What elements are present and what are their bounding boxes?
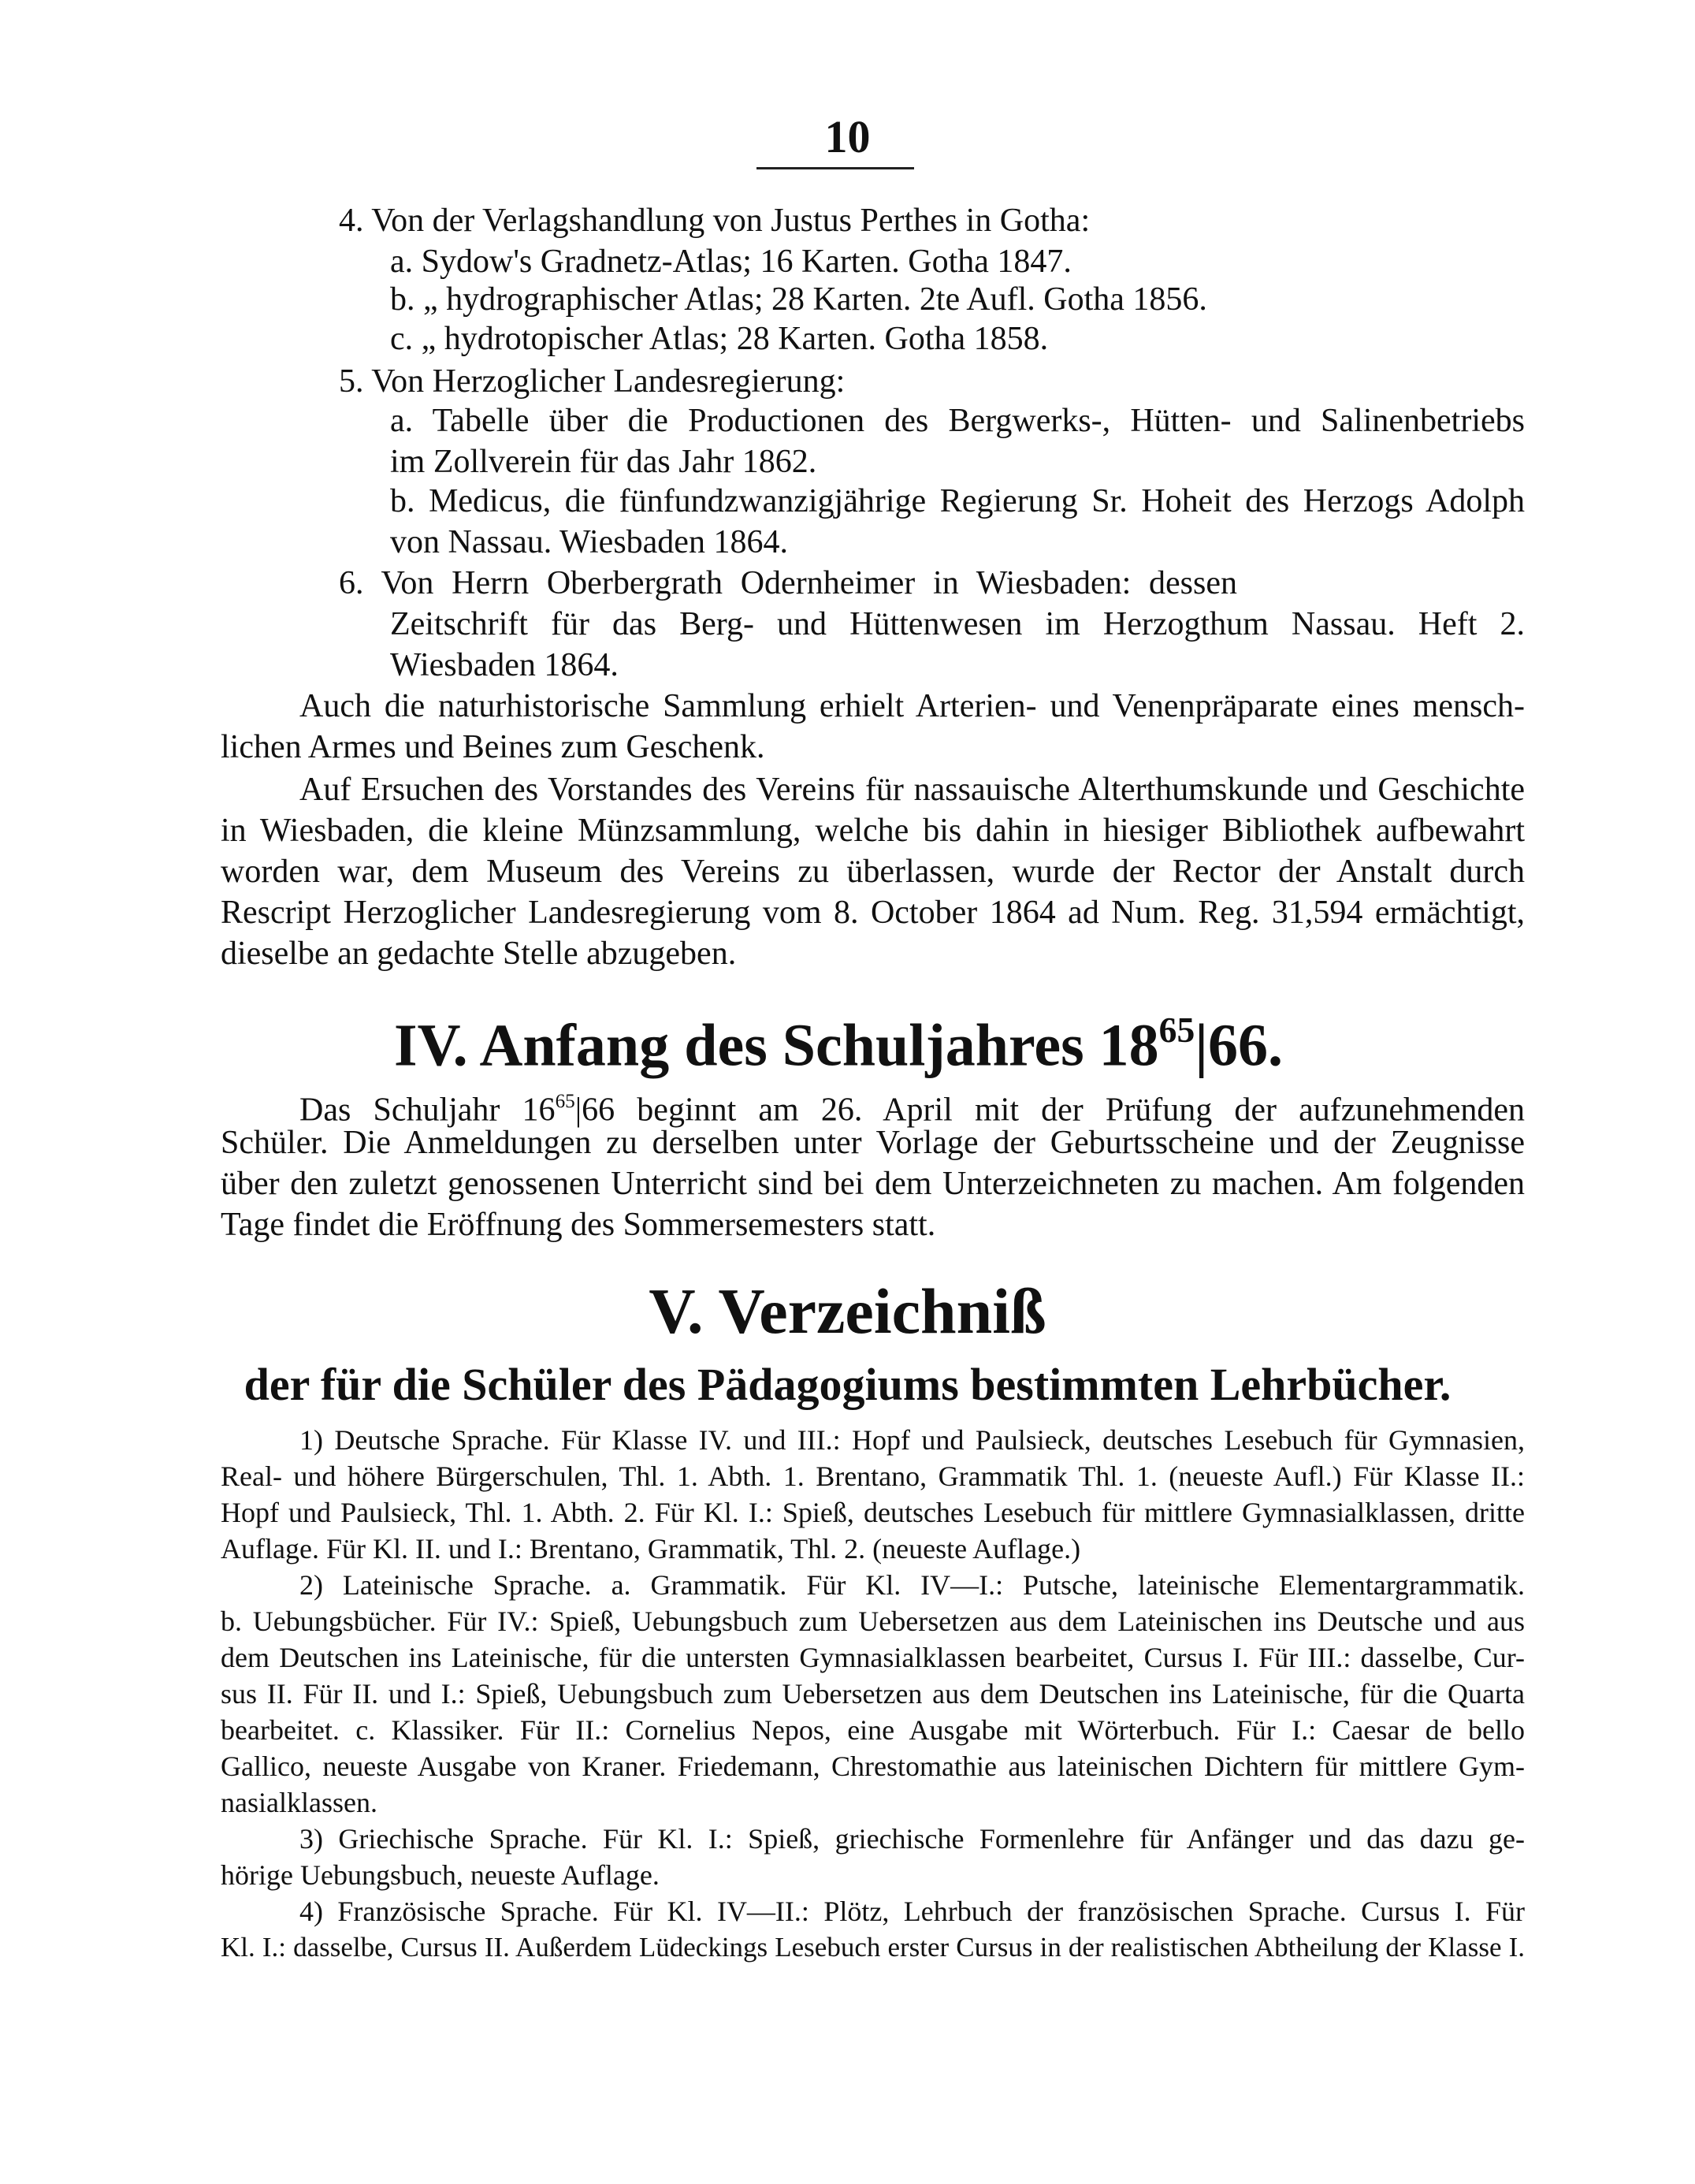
books-line7: dem Deutschen ins Lateinische, für die untersten Gymnasialklassen bearbeitet, Cursus I. Für III.: dasselbe, Cur- (221, 1642, 1525, 1673)
section-4-title: IV. Anfang des Schuljahres 18 (394, 1012, 1159, 1079)
para1-line2: lichen Armes und Beines zum Geschenk. (221, 729, 765, 765)
page-number-rule (756, 167, 914, 169)
para3-line4: Tage findet die Eröffnung des Sommersemesters statt. (221, 1207, 936, 1243)
para2-line2: in Wiesbaden, die kleine Münzsammlung, welche bis dahin in hiesiger Bibliothek aufbewahrt (221, 813, 1525, 849)
para3-year-sup: 65 (555, 1091, 575, 1112)
list-item-5: 5. Von Herzoglicher Landesregierung: (339, 363, 846, 400)
books-line15: Kl. I.: dasselbe, Cursus II. Außerdem Lüdeckings Lesebuch erster Cursus in der realistischen Abtheilung der Klasse I. (221, 1932, 1525, 1963)
list-item-4c: c. „ hydrotopischer Atlas; 28 Karten. Gotha 1858. (390, 321, 1049, 357)
list-item-4a: a. Sydow's Gradnetz-Atlas; 16 Karten. Gotha 1847. (390, 244, 1072, 280)
para2-line1: Auf Ersuchen des Vorstandes des Vereins für nassauische Alterthumskunde und Geschichte (299, 772, 1525, 808)
para2-line5: dieselbe an gedachte Stelle abzugeben. (221, 936, 737, 972)
section-5-heading: V. Verzeichniß (649, 1275, 1046, 1347)
books-line6: b. Uebungsbücher. Für IV.: Spieß, Uebungsbuch zum Uebersetzen aus dem Lateinischen ins Deutsche und aus (221, 1605, 1525, 1637)
books-line2: Real- und höhere Bürgerschulen, Thl. 1. Abth. 1. Brentano, Grammatik Thl. 1. (neueste Aufl.) Für Klasse II.: (221, 1460, 1525, 1492)
list-item-6-cont2: Wiesbaden 1864. (390, 647, 619, 683)
list-item-5b: b. Medicus, die fünfundzwanzigjährige Regierung Sr. Hoheit des Herzogs Adolph (390, 483, 1525, 519)
para2-line3: worden war, dem Museum des Vereins zu überlassen, wurde der Rector der Anstalt durch (221, 854, 1525, 890)
list-item-5b-cont: von Nassau. Wiesbaden 1864. (390, 524, 788, 560)
books-line3: Hopf und Paulsieck, Thl. 1. Abth. 2. Für Kl. I.: Spieß, deutsches Lesebuch für mittlere Gymnasialklassen, dritte (221, 1497, 1525, 1528)
books-line13: hörige Uebungsbuch, neueste Auflage. (221, 1859, 660, 1891)
para1-line1: Auch die naturhistorische Sammlung erhielt Arterien- und Venenpräparate eines mensch- (299, 688, 1525, 724)
list-item-6: 6. Von Herrn Oberbergrath Odernheimer in Wiesbaden: dessen (339, 565, 1237, 601)
section-4-year-sup: 65 (1158, 1010, 1195, 1050)
books-line5: 2) Lateinische Sprache. a. Grammatik. Für Kl. IV—I.: Putsche, lateinische Elementargrammatik. (299, 1569, 1525, 1601)
books-line11: nasialklassen. (221, 1787, 377, 1818)
books-line4: Auflage. Für Kl. II. und I.: Brentano, Grammatik, Thl. 2. (neueste Auflage.) (221, 1533, 1081, 1565)
list-item-5a-cont: im Zollverein für das Jahr 1862. (390, 444, 817, 480)
section-4-heading (394, 995, 1283, 1081)
para3-line1-start: Das Schuljahr 16 (299, 1092, 556, 1129)
books-line1: 1) Deutsche Sprache. Für Klasse IV. und III.: Hopf und Paulsieck, deutsches Lesebuch für Gymnasien, (299, 1424, 1525, 1456)
books-line8: sus II. Für II. und I.: Spieß, Uebungsbuch zum Uebersetzen aus dem Deutschen ins Lateinische, für die Quarta (221, 1678, 1525, 1710)
para3-line3: über den zuletzt genossenen Unterricht sind bei dem Unterzeichneten zu machen. Am folgenden (221, 1166, 1525, 1202)
books-line10: Gallico, neueste Ausgabe von Kraner. Friedemann, Chrestomathie aus lateinischen Dichtern für mittlere Gym- (221, 1751, 1525, 1782)
section-5-subtitle: der für die Schüler des Pädagogiums bestimmten Lehrbücher. (243, 1359, 1452, 1410)
page-number: 10 (824, 111, 871, 162)
books-line12: 3) Griechische Sprache. Für Kl. I.: Spieß, griechische Formenlehre für Anfänger und das dazu ge- (299, 1823, 1525, 1855)
books-line9: bearbeitet. c. Klassiker. Für II.: Cornelius Nepos, eine Ausgabe mit Wörterbuch. Für I.: Caesar de bello (221, 1714, 1525, 1746)
list-item-4: 4. Von der Verlagshandlung von Justus Perthes in Gotha: (339, 203, 1091, 239)
list-item-4b: b. „ hydrographischer Atlas; 28 Karten. 2te Aufl. Gotha 1856. (390, 281, 1207, 318)
para3-line1-end: |66 beginnt am 26. April mit der Prüfung der aufzunehmenden (574, 1092, 1525, 1129)
books-line14: 4) Französische Sprache. Für Kl. IV—II.: Plötz, Lehrbuch der französischen Sprache. Cursus I. Für (299, 1896, 1525, 1927)
list-item-5a: a. Tabelle über die Productionen des Bergwerks-, Hütten- und Salinenbetriebs (390, 403, 1525, 439)
para2-line4: Rescript Herzoglicher Landesregierung vom 8. October 1864 ad Num. Reg. 31,594 ermächtigt, (221, 895, 1525, 931)
list-item-6-cont: Zeitschrift für das Berg- und Hüttenwesen im Herzogthum Nassau. Heft 2. (390, 606, 1525, 642)
section-4-year-end: |66. (1195, 1012, 1284, 1079)
para3-line2: Schüler. Die Anmeldungen zu derselben unter Vorlage der Geburtsscheine und der Zeugnisse (221, 1125, 1525, 1161)
